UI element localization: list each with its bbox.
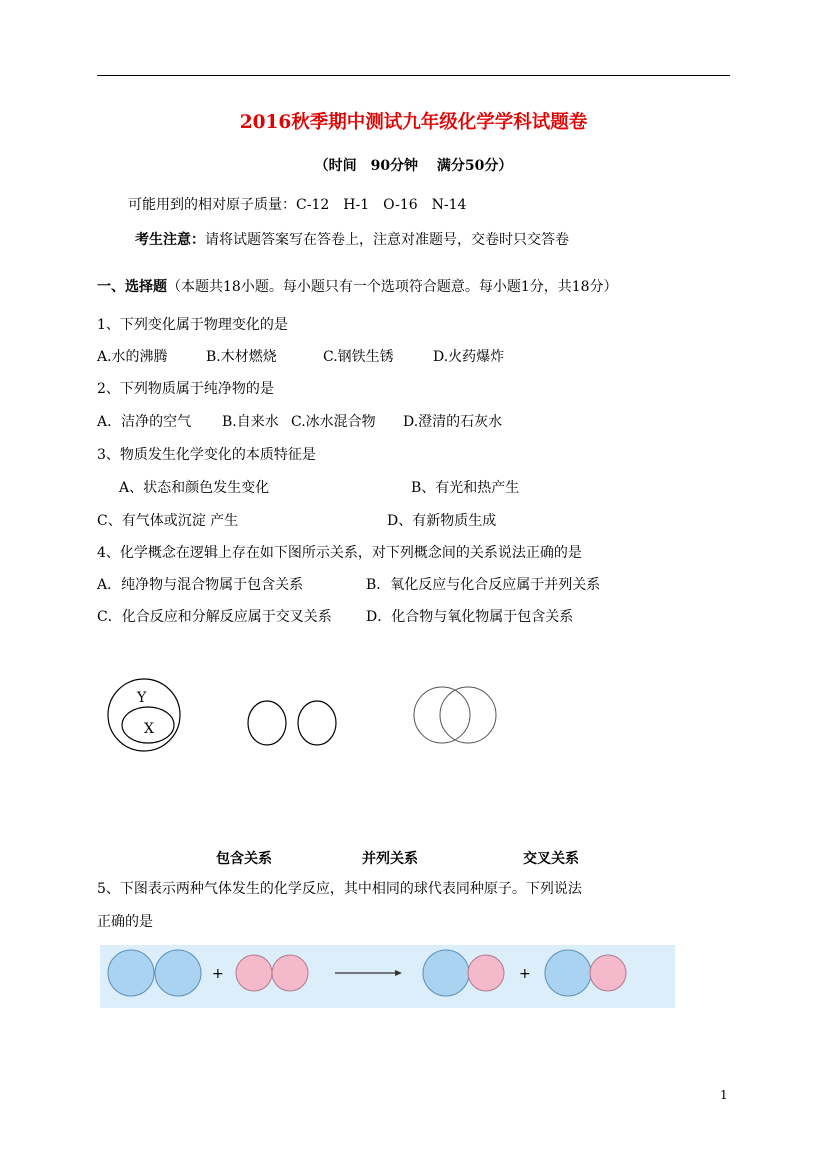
q3-stem: 3、物质发生化学变化的本质特征是 bbox=[97, 447, 316, 463]
notice-line bbox=[135, 231, 569, 249]
contain-diagram bbox=[108, 679, 180, 751]
q3-option-c: C、有气体或沉淀 产生 bbox=[97, 513, 239, 529]
header-rule bbox=[97, 75, 730, 76]
section-desc: （本题共18小题。每小题只有一个选项符合题意。每小题1分，共18分） bbox=[167, 279, 618, 295]
exam-title: 2016秋季期中测试九年级化学学科试题卷 bbox=[239, 112, 588, 133]
label-y: Y bbox=[137, 690, 147, 706]
q2-option-c: C.冰水混合物 bbox=[291, 414, 376, 430]
blue-atom bbox=[423, 950, 469, 996]
section-title: 一、选择题 bbox=[97, 279, 167, 295]
parallel-circle-left bbox=[248, 701, 286, 745]
atomic-mass-line: 可能用到的相对原子质量：C-12 H-1 O-16 N-14 bbox=[128, 197, 467, 213]
q2-option-b: B.自来水 bbox=[222, 414, 279, 430]
cross-diagram bbox=[414, 687, 496, 743]
q4-option-d: D．化合物与氧化物属于包含关系 bbox=[366, 609, 574, 625]
q4-stem: 4、化学概念在逻辑上存在如下图所示关系，对下列概念间的关系说法正确的是 bbox=[97, 545, 582, 561]
section-heading bbox=[97, 278, 618, 296]
relation-diagrams bbox=[100, 670, 520, 760]
label-parallel: 并列关系 bbox=[362, 851, 418, 867]
q2-option-a: A．洁净的空气 bbox=[97, 414, 192, 430]
blue-atom bbox=[545, 950, 591, 996]
q5-stem: 5、下图表示两种气体发生的化学反应，其中相同的球代表同种原子。下列说法 bbox=[97, 881, 582, 897]
blue-atom bbox=[155, 950, 201, 996]
q3-option-d: D、有新物质生成 bbox=[387, 513, 497, 529]
pink-atom bbox=[236, 955, 272, 991]
q4-option-a: A．纯净物与混合物属于包含关系 bbox=[97, 577, 304, 593]
q2-option-d: D.澄清的石灰水 bbox=[403, 414, 503, 430]
q1-option-a: A.水的沸腾 bbox=[97, 349, 168, 365]
plus-sign: + bbox=[212, 966, 224, 982]
label-cross: 交叉关系 bbox=[523, 851, 579, 867]
pink-atom bbox=[272, 955, 308, 991]
label-x: X bbox=[144, 721, 154, 737]
blue-atom bbox=[108, 950, 154, 996]
q1-option-c: C.钢铁生锈 bbox=[323, 349, 394, 365]
parallel-diagram bbox=[248, 701, 336, 745]
q3-option-a: A、状态和颜色发生变化 bbox=[119, 480, 270, 496]
plus-sign: + bbox=[519, 966, 531, 982]
q3-option-b: B、有光和热产生 bbox=[411, 480, 520, 496]
q4-option-c: C．化合反应和分解反应属于交叉关系 bbox=[97, 609, 332, 625]
parallel-circle-right bbox=[298, 701, 336, 745]
q1-stem: 1、下列变化属于物理变化的是 bbox=[97, 317, 288, 333]
notice-text: 请将试题答案写在答卷上，注意对准题号，交卷时只交答卷 bbox=[205, 232, 569, 248]
q5-stem-continued: 正确的是 bbox=[97, 914, 153, 930]
q1-option-d: D.火药爆炸 bbox=[433, 349, 505, 365]
pink-atom bbox=[590, 955, 626, 991]
exam-subtitle: （时间 90分钟 满分50分） bbox=[314, 158, 513, 174]
q2-stem: 2、下列物质属于纯净物的是 bbox=[97, 381, 274, 397]
label-contain: 包含关系 bbox=[216, 851, 272, 867]
page-number: 1 bbox=[720, 1088, 728, 1102]
cross-circle-left bbox=[414, 687, 470, 743]
notice-label: 考生注意： bbox=[135, 232, 205, 248]
q1-option-b: B.木材燃烧 bbox=[206, 349, 277, 365]
pink-atom bbox=[468, 955, 504, 991]
cross-circle-right bbox=[440, 687, 496, 743]
q4-option-b: B．氧化反应与化合反应属于并列关系 bbox=[366, 577, 601, 593]
reaction-diagram bbox=[100, 945, 675, 1008]
